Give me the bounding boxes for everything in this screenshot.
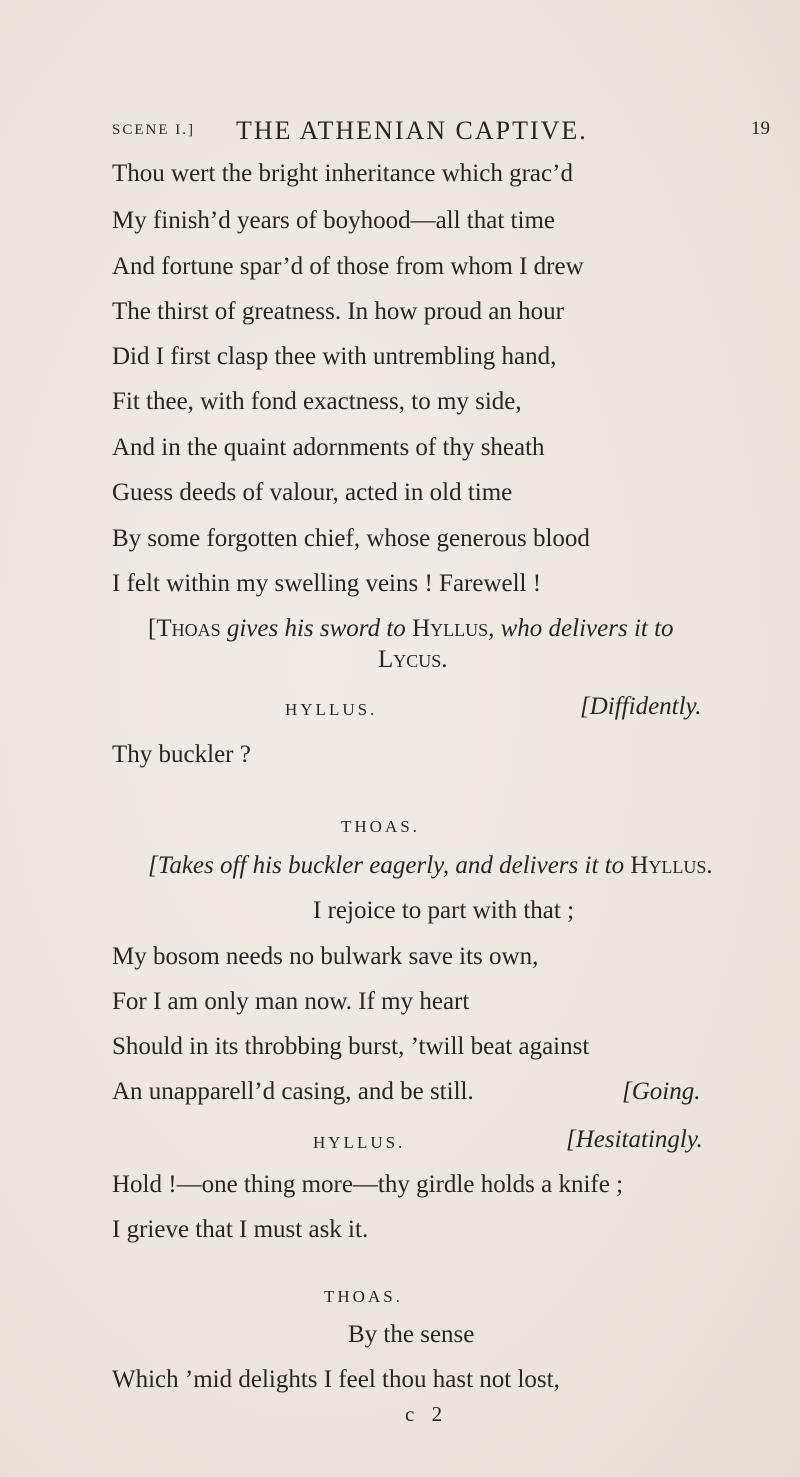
stage-direction xyxy=(148,614,674,644)
direction-end: . xyxy=(441,646,448,673)
bracket: [ xyxy=(148,615,157,642)
verse-line: I rejoice to part with that ; xyxy=(313,897,575,924)
speaker-name: HYLLUS. xyxy=(313,1133,406,1152)
speaker-name: HYLLUS. xyxy=(285,700,378,719)
verse-line: And in the quaint adornments of thy sheath xyxy=(112,434,545,461)
verse-line: Should in its throbbing burst, ’twill beat against xyxy=(112,1033,590,1060)
stage-direction: [Hesitatingly. xyxy=(566,1126,703,1153)
verse-line: I grieve that I must ask it. xyxy=(112,1216,369,1243)
verse-line: Which ’mid delights I feel thou hast not lost, xyxy=(112,1366,560,1393)
verse-line: The thirst of greatness. In how proud an hour xyxy=(112,298,564,325)
direction-end: . xyxy=(706,852,713,879)
verse-line: Did I first clasp thee with untrembling hand, xyxy=(112,343,557,370)
speaker-name: THOAS. xyxy=(324,1287,403,1306)
verse-line: Thou wert the bright inheritance which grac’d xyxy=(112,160,573,187)
stage-direction xyxy=(148,851,713,881)
verse-line: Guess deeds of valour, acted in old time xyxy=(112,479,513,506)
verse-line: For I am only man now. If my heart xyxy=(112,988,470,1015)
character-name: Hyllus xyxy=(412,615,489,642)
verse-line: My finish’d years of boyhood—all that time xyxy=(112,207,555,234)
page-number: 19 xyxy=(751,118,770,139)
direction-text: gives his sword to xyxy=(220,615,413,642)
stage-direction-continued xyxy=(378,645,448,675)
verse-line: My bosom needs no bulwark save its own, xyxy=(112,943,539,970)
scene-label: SCENE I.] xyxy=(112,122,195,138)
verse-line: Fit thee, with fond exactness, to my side, xyxy=(112,388,522,415)
direction-text: [Takes off his buckler eagerly, and delivers it to xyxy=(148,852,631,879)
direction-text: , who delivers it to xyxy=(488,615,674,642)
verse-line: By the sense xyxy=(348,1321,475,1348)
verse-line: An unapparell’d casing, and be still. xyxy=(112,1078,474,1105)
stage-direction: [Diffidently. xyxy=(580,693,702,720)
verse-line: I felt within my swelling veins ! Farewell ! xyxy=(112,570,542,597)
verse-line: And fortune spar’d of those from whom I drew xyxy=(112,253,584,280)
signature-mark: c 2 xyxy=(405,1402,449,1426)
running-head xyxy=(0,116,800,150)
verse-line: By some forgotten chief, whose generous blood xyxy=(112,525,590,552)
character-name: Hyllus xyxy=(630,852,707,879)
character-name: Lycus xyxy=(378,646,442,673)
character-name: Thoas xyxy=(156,615,221,642)
verse-line: Hold !—one thing more—thy girdle holds a knife ; xyxy=(112,1171,624,1198)
stage-direction: [Going. xyxy=(622,1078,701,1105)
speaker-name: THOAS. xyxy=(341,817,420,836)
verse-line: Thy buckler ? xyxy=(112,741,251,768)
book-title: THE ATHENIAN CAPTIVE. xyxy=(236,116,588,145)
